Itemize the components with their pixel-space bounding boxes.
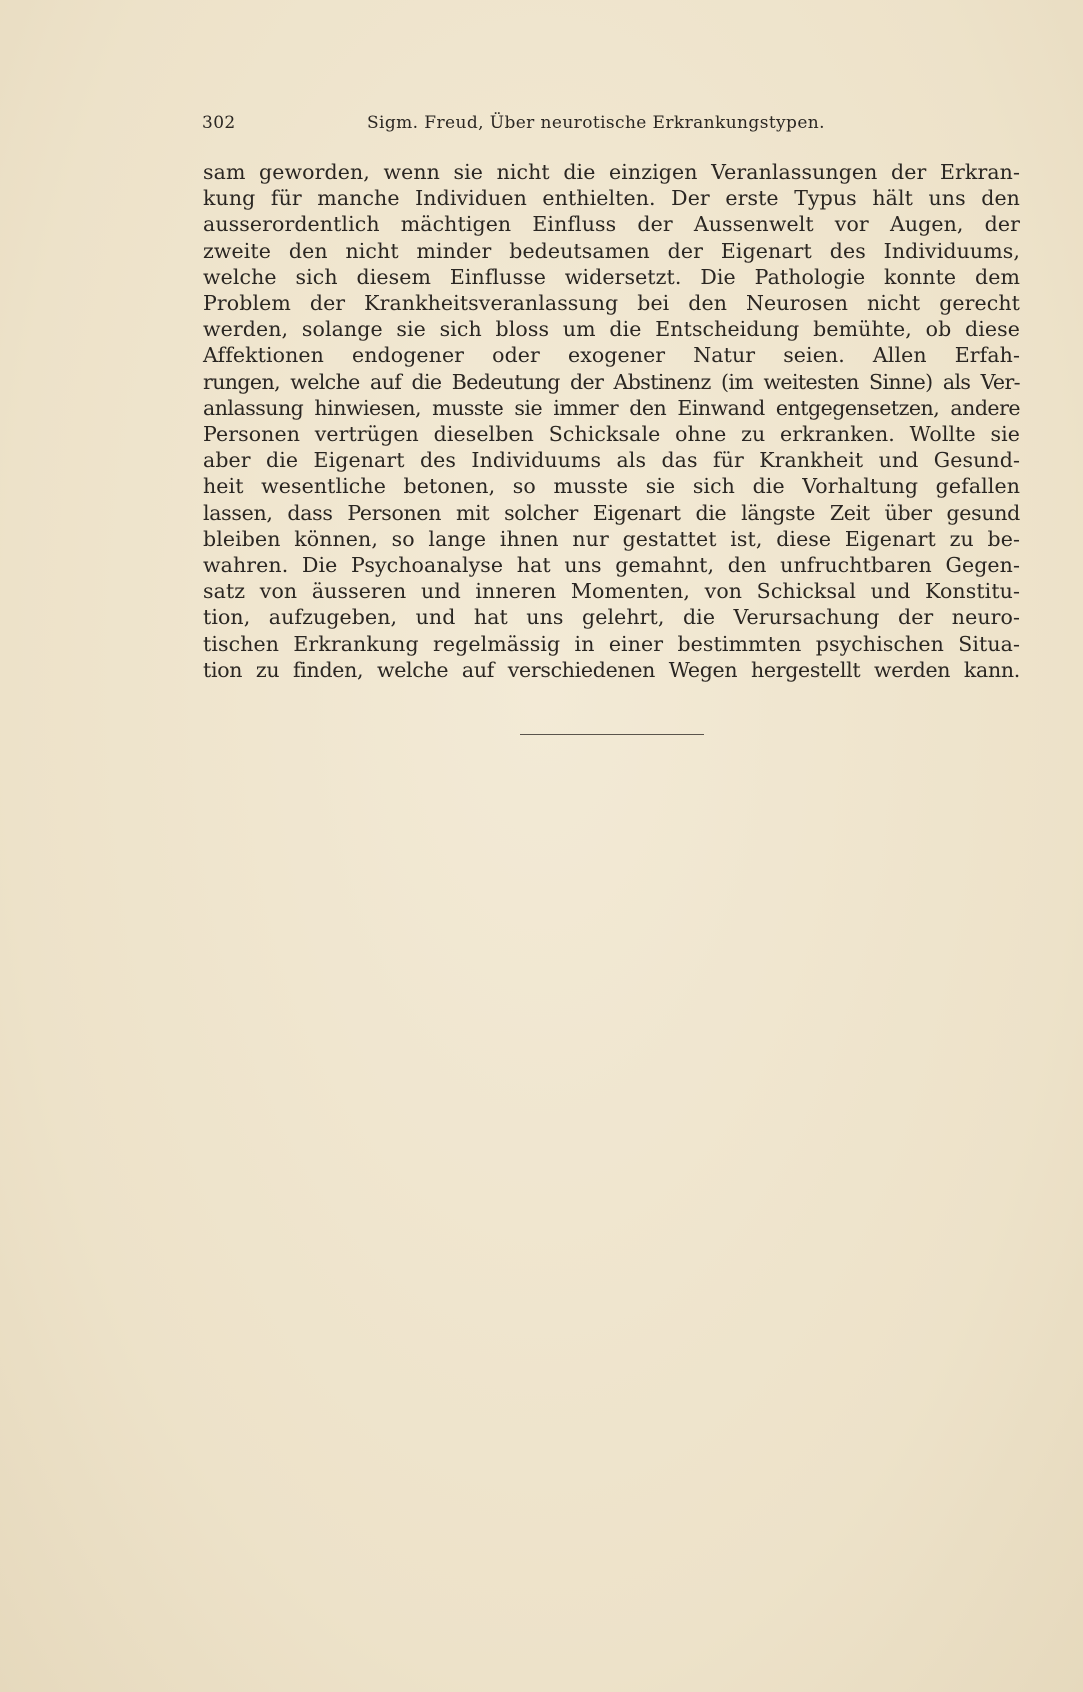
text-line: wahren. Die Psychoanalyse hat uns gemahnt, den unfruchtbaren Gegen- — [203, 553, 1020, 578]
text-line: zweite den nicht minder bedeutsamen der Eigenart des Individuums, — [203, 238, 1020, 263]
text-line: ausserordentlich mächtigen Einfluss der Aussenwelt vor Augen, der — [203, 212, 1020, 237]
text-line: rungen, welche auf die Bedeutung der Abstinenz (im weitesten Sinne) als Ver- — [203, 369, 1020, 394]
body-paragraph — [203, 159, 1020, 683]
text-line: satz von äusseren und inneren Momenten, von Schicksal und Konstitu- — [203, 579, 1020, 604]
end-rule-divider — [520, 734, 704, 735]
running-head-title: Sigm. Freud, Über neurotische Erkrankungstypen. — [367, 113, 825, 133]
text-line: welche sich diesem Einflusse widersetzt. Die Pathologie konnte dem — [203, 264, 1020, 289]
text-line: heit wesentliche betonen, so musste sie sich die Vorhaltung gefallen — [203, 474, 1020, 499]
text-line: sam geworden, wenn sie nicht die einzigen Veranlassungen der Erkran- — [203, 160, 1020, 184]
text-line: tion zu finden, welche auf verschiedenen Wegen hergestellt werden kann. — [203, 657, 1020, 682]
text-line: kung für manche Individuen enthielten. Der erste Typus hält uns den — [203, 186, 1020, 211]
text-line: lassen, dass Personen mit solcher Eigenart die längste Zeit über gesund — [203, 500, 1020, 525]
text-line: Personen vertrügen dieselben Schicksale ohne zu erkranken. Wollte sie — [203, 422, 1020, 447]
text-line: Affektionen endogener oder exogener Natur seien. Allen Erfah- — [203, 343, 1020, 368]
text-line: aber die Eigenart des Individuums als das für Krankheit und Gesund- — [203, 448, 1020, 473]
text-line: werden, solange sie sich bloss um die Entscheidung bemühte, ob diese — [203, 317, 1020, 342]
text-line: anlassung hinwiesen, musste sie immer den Einwand entgegensetzen, andere — [203, 395, 1020, 420]
running-head — [202, 110, 1022, 136]
text-line: tischen Erkrankung regelmässig in einer bestimmten psychischen Situa- — [203, 631, 1020, 656]
page-number: 302 — [202, 113, 236, 133]
text-line: bleiben können, so lange ihnen nur gestattet ist, diese Eigenart zu be- — [203, 526, 1020, 551]
text-line: tion, aufzugeben, und hat uns gelehrt, die Verursachung der neuro- — [203, 605, 1020, 630]
text-line: Problem der Krankheitsveranlassung bei den Neurosen nicht gerecht — [203, 291, 1020, 316]
